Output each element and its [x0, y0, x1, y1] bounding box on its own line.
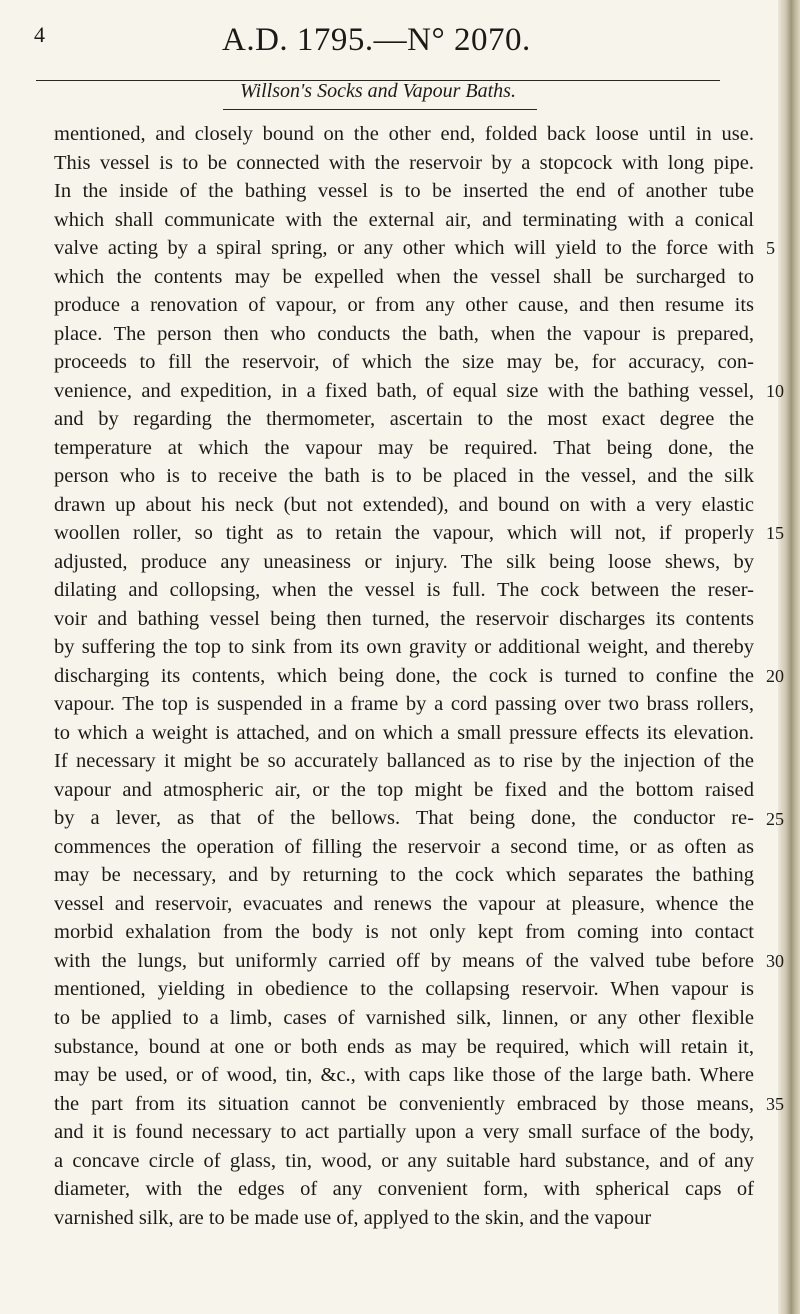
margin-line-number: 30: [766, 951, 784, 972]
margin-line-number: 20: [766, 666, 784, 687]
text-line-content: the part from its situation cannot be conveniently embraced by those means,: [54, 1092, 754, 1115]
text-line: [54, 975, 754, 1004]
text-line-content: which shall communicate with the external air, and terminating with a conical: [54, 208, 754, 231]
text-line-content: which the contents may be expelled when the vessel shall be surcharged to: [54, 265, 754, 288]
text-line-content: person who is to receive the bath is to be placed in the vessel, and the silk: [54, 465, 754, 488]
margin-line-number: 5: [766, 238, 775, 259]
text-line: [54, 576, 754, 605]
text-line-content: woollen roller, so tight as to retain the vapour, which will not, if properly: [54, 522, 754, 545]
text-line-content: and it is found necessary to act partially upon a very small surface of the body,: [54, 1121, 754, 1144]
text-line: [54, 918, 754, 947]
text-line: [54, 348, 754, 377]
text-line: [54, 206, 754, 235]
text-line: [54, 120, 754, 149]
text-line: [54, 1090, 754, 1119]
text-line: [54, 491, 754, 520]
text-line-content: to be applied to a limb, cases of varnished silk, linnen, or any other flexible: [54, 1006, 754, 1029]
text-line-content: by a lever, as that of the bellows. That being done, the conductor re-: [54, 807, 754, 830]
subtitle-rule: [223, 109, 537, 110]
text-line-content: varnished silk, are to be made use of, applyed to the skin, and the vapour: [54, 1206, 652, 1229]
text-line: [54, 690, 754, 719]
text-line-content: mentioned, and closely bound on the other end, folded back loose until in use.: [54, 123, 754, 145]
text-line: [54, 263, 754, 292]
text-line-content: may be used, or of wood, tin, &c., with caps like those of the large bath. Where: [54, 1064, 754, 1087]
text-line-content: adjusted, produce any uneasiness or injury. The silk being loose shews, by: [54, 550, 754, 573]
text-line: [54, 890, 754, 919]
text-line: [54, 1004, 754, 1033]
text-line-content: to which a weight is attached, and on which a small pressure effects its elevation.: [54, 721, 754, 744]
margin-line-number: 15: [766, 523, 784, 544]
text-line: [54, 519, 754, 548]
running-head: A.D. 1795.—N° 2070.: [222, 22, 531, 58]
margin-line-number: 25: [766, 808, 784, 829]
text-line-content: proceeds to fill the reservoir, of which the size may be, for accuracy, con-: [54, 351, 754, 374]
text-line-content: a concave circle of glass, tin, wood, or any suitable hard substance, and of any: [54, 1149, 754, 1172]
page-number: 4: [34, 22, 45, 47]
text-line-content: If necessary it might be so accurately ballanced as to rise by the injection of the: [54, 750, 754, 773]
text-line: [54, 377, 754, 406]
text-line-content: dilating and collopsing, when the vessel is full. The cock between the reser-: [54, 579, 754, 602]
text-line: [54, 1033, 754, 1062]
text-line: [54, 1061, 754, 1090]
text-line: [54, 149, 754, 178]
text-line: [54, 719, 754, 748]
text-line-content: by suffering the top to sink from its own gravity or additional weight, and thereby: [54, 636, 754, 659]
text-line: [54, 747, 754, 776]
text-line-content: valve acting by a spiral spring, or any other which will yield to the force with: [54, 237, 754, 260]
text-line-content: voir and bathing vessel being then turned, the reservoir discharges its contents: [54, 607, 754, 630]
text-line: [54, 1147, 754, 1176]
text-line: [54, 548, 754, 577]
text-line: [54, 833, 754, 862]
text-line-content: produce a renovation of vapour, or from any other cause, and then resume its: [54, 294, 754, 317]
body-text: [54, 120, 784, 1232]
document-subtitle: Willson's Socks and Vapour Baths.: [240, 80, 516, 102]
text-line-content: morbid exhalation from the body is not only kept from coming into contact: [54, 921, 754, 944]
text-line-content: venience, and expedition, in a fixed bath, of equal size with the bathing vessel,: [54, 379, 754, 402]
text-line-content: drawn up about his neck (but not extended), and bound on with a very elastic: [54, 493, 754, 516]
text-line: [54, 662, 754, 691]
text-line-content: discharging its contents, which being done, the cock is turned to confine the: [54, 664, 754, 687]
text-line: [54, 1175, 754, 1204]
text-line-content: substance, bound at one or both ends as may be required, which will retain it,: [54, 1035, 754, 1058]
text-line: [54, 804, 754, 833]
text-line-content: vapour. The top is suspended in a frame by a cord passing over two brass rollers,: [54, 693, 754, 716]
margin-line-number: 35: [766, 1094, 784, 1115]
text-line-content: may be necessary, and by returning to the cock which separates the bathing: [54, 864, 754, 887]
text-line: [54, 291, 754, 320]
text-line: [54, 1118, 754, 1147]
text-line-content: In the inside of the bathing vessel is to be inserted the end of another tube: [54, 180, 754, 203]
text-line: [54, 633, 754, 662]
text-line: [54, 1204, 754, 1233]
text-line: [54, 434, 754, 463]
text-line-content: vapour and atmospheric air, or the top might be fixed and the bottom raised: [54, 778, 754, 801]
text-line: [54, 861, 754, 890]
text-line: [54, 947, 754, 976]
text-line-content: diameter, with the edges of any convenient form, with spherical caps of: [54, 1178, 754, 1201]
text-line: [54, 234, 754, 263]
text-line: [54, 177, 754, 206]
text-line-content: This vessel is to be connected with the reservoir by a stopcock with long pipe.: [54, 151, 754, 174]
text-line-content: and by regarding the thermometer, ascertain to the most exact degree the: [54, 408, 754, 431]
text-line-content: temperature at which the vapour may be required. That being done, the: [54, 436, 754, 459]
text-line: [54, 405, 754, 434]
text-line-content: vessel and reservoir, evacuates and renews the vapour at pleasure, whence the: [54, 892, 754, 915]
text-line-content: place. The person then who conducts the bath, when the vapour is prepared,: [54, 322, 754, 345]
text-line: [54, 462, 754, 491]
text-line: [54, 605, 754, 634]
text-line: [54, 320, 754, 349]
text-line-content: with the lungs, but uniformly carried off by means of the valved tube before: [54, 949, 754, 972]
margin-line-number: 10: [766, 380, 784, 401]
text-line: [54, 776, 754, 805]
text-line-content: mentioned, yielding in obedience to the collapsing reservoir. When vapour is: [54, 978, 754, 1001]
text-line-content: commences the operation of filling the reservoir a second time, or as often as: [54, 835, 754, 858]
